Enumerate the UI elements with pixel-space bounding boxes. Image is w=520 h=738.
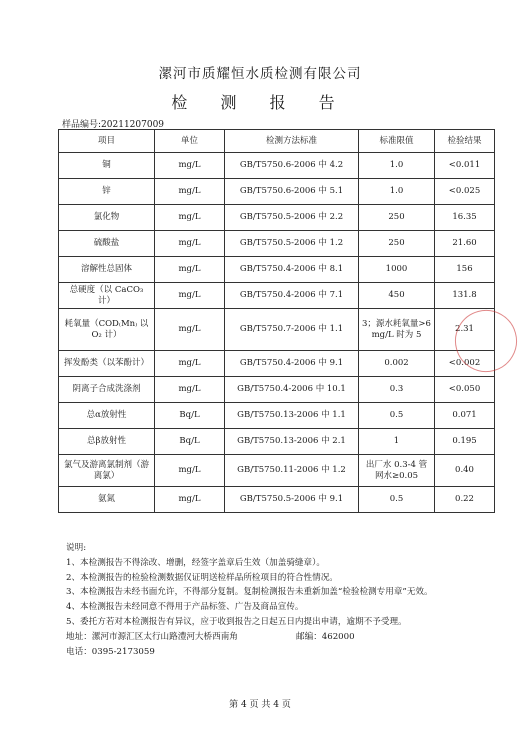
cell-unit: mg/L	[155, 205, 225, 231]
col-header-limit: 标准限值	[359, 130, 435, 153]
cell-limit: 0.002	[359, 351, 435, 377]
cell-method: GB/T5750.5-2006 中 9.1	[225, 487, 359, 513]
note-item: 5、委托方若对本检测报告有异议，应于收到报告之日起五日内提出申请，逾期不予受理。	[66, 616, 407, 627]
table-row	[59, 403, 495, 429]
cell-limit: 450	[359, 283, 435, 309]
cell-result: 16.35	[435, 205, 495, 231]
cell-result: 0.22	[435, 487, 495, 513]
cell-method: GB/T5750.4-2006 中 10.1	[225, 377, 359, 403]
cell-unit: mg/L	[155, 487, 225, 513]
cell-result: 21.60	[435, 231, 495, 257]
cell-item: 氯化物	[59, 205, 155, 231]
cell-result: <0.002	[435, 351, 495, 377]
cell-result: 0.195	[435, 429, 495, 455]
cell-method: GB/T5750.7-2006 中 1.1	[225, 309, 359, 351]
cell-method: GB/T5750.11-2006 中 1.2	[225, 455, 359, 487]
results-table	[58, 129, 495, 513]
table-header-row	[59, 130, 495, 153]
cell-unit: mg/L	[155, 179, 225, 205]
cell-limit: 0.3	[359, 377, 435, 403]
cell-unit: mg/L	[155, 351, 225, 377]
table-row	[59, 487, 495, 513]
table-row	[59, 455, 495, 487]
notes-heading: 说明:	[66, 543, 87, 553]
table-row	[59, 283, 495, 309]
cell-unit: mg/L	[155, 153, 225, 179]
cell-item: 铜	[59, 153, 155, 179]
page-number: 第 4 页 共 4 页	[229, 700, 291, 710]
cell-limit: 0.5	[359, 487, 435, 513]
note-item: 2、本检测报告的检验检测数据仅证明送检样品所检项目的符合性情况。	[66, 572, 338, 583]
cell-unit: mg/L	[155, 231, 225, 257]
cell-unit: Bq/L	[155, 403, 225, 429]
cell-limit: 1.0	[359, 153, 435, 179]
sample-number-label: 样品编号:	[62, 120, 102, 130]
table-row	[59, 377, 495, 403]
cell-item: 锌	[59, 179, 155, 205]
cell-item: 溶解性总固体	[59, 257, 155, 283]
cell-method: GB/T5750.4-2006 中 9.1	[225, 351, 359, 377]
cell-limit: 1000	[359, 257, 435, 283]
cell-limit: 出厂水 0.3-4 管网水≥0.05	[359, 455, 435, 487]
cell-method: GB/T5750.5-2006 中 2.2	[225, 205, 359, 231]
table-row	[59, 429, 495, 455]
cell-unit: mg/L	[155, 309, 225, 351]
address: 地址：漯河市源汇区太行山路澧河大桥西南角	[66, 631, 238, 642]
cell-item: 总β放射性	[59, 429, 155, 455]
note-item: 1、本检测报告不得涂改、增删，经签字盖章后生效（加盖骑缝章）。	[66, 557, 325, 568]
cell-unit: mg/L	[155, 257, 225, 283]
col-header-item: 项目	[59, 130, 155, 153]
table-row	[59, 309, 495, 351]
table-row	[59, 179, 495, 205]
cell-method: GB/T5750.4-2006 中 7.1	[225, 283, 359, 309]
cell-item: 耗氧量（COD₍Mn₎ 以 O₂ 计）	[59, 309, 155, 351]
cell-unit: mg/L	[155, 283, 225, 309]
table-row	[59, 205, 495, 231]
company-name: 漯河市质耀恒水质检测有限公司	[158, 66, 362, 82]
notes-section	[66, 541, 496, 659]
note-item: 3、本检测报告未经书面允许，不得部分复制。复制检测报告未重新加盖“检验检测专用章”无效。	[66, 587, 433, 598]
cell-item: 阴离子合成洗涤剂	[59, 377, 155, 403]
cell-item: 总α放射性	[59, 403, 155, 429]
cell-result: <0.011	[435, 153, 495, 179]
table-row	[59, 153, 495, 179]
cell-method: GB/T5750.13-2006 中 1.1	[225, 403, 359, 429]
cell-item: 硫酸盐	[59, 231, 155, 257]
cell-result: 0.40	[435, 455, 495, 487]
cell-limit: 3；源水耗氧量>6 mg/L 时为 5	[359, 309, 435, 351]
col-header-result: 检验结果	[435, 130, 495, 153]
cell-item: 氨氮	[59, 487, 155, 513]
cell-item: 总硬度（以 CaCO₃ 计）	[59, 283, 155, 309]
cell-method: GB/T5750.6-2006 中 4.2	[225, 153, 359, 179]
cell-unit: mg/L	[155, 377, 225, 403]
cell-method: GB/T5750.5-2006 中 1.2	[225, 231, 359, 257]
col-header-unit: 单位	[155, 130, 225, 153]
cell-result: <0.050	[435, 377, 495, 403]
report-title: 检 测 报 告	[171, 93, 349, 112]
cell-limit: 1.0	[359, 179, 435, 205]
cell-limit: 1	[359, 429, 435, 455]
cell-method: GB/T5750.13-2006 中 2.1	[225, 429, 359, 455]
cell-method: GB/T5750.6-2006 中 5.1	[225, 179, 359, 205]
sample-number-value: 20211207009	[101, 120, 165, 130]
cell-item: 氯气及游离氯制剂（游离氯）	[59, 455, 155, 487]
cell-result: <0.025	[435, 179, 495, 205]
cell-limit: 250	[359, 231, 435, 257]
cell-limit: 0.5	[359, 403, 435, 429]
phone: 电话：0395-2173059	[66, 646, 155, 657]
cell-result: 2.31	[435, 309, 495, 351]
cell-result: 0.071	[435, 403, 495, 429]
col-header-method: 检测方法标准	[225, 130, 359, 153]
table-row	[59, 351, 495, 377]
cell-limit: 250	[359, 205, 435, 231]
postcode: 邮编：462000	[296, 631, 355, 642]
table-row	[59, 257, 495, 283]
cell-unit: mg/L	[155, 455, 225, 487]
cell-item: 挥发酚类（以苯酚计）	[59, 351, 155, 377]
cell-unit: Bq/L	[155, 429, 225, 455]
cell-method: GB/T5750.4-2006 中 8.1	[225, 257, 359, 283]
cell-result: 156	[435, 257, 495, 283]
cell-result: 131.8	[435, 283, 495, 309]
note-item: 4、本检测报告未经同意不得用于产品标签、广告及商品宣传。	[66, 602, 304, 613]
table-row	[59, 231, 495, 257]
